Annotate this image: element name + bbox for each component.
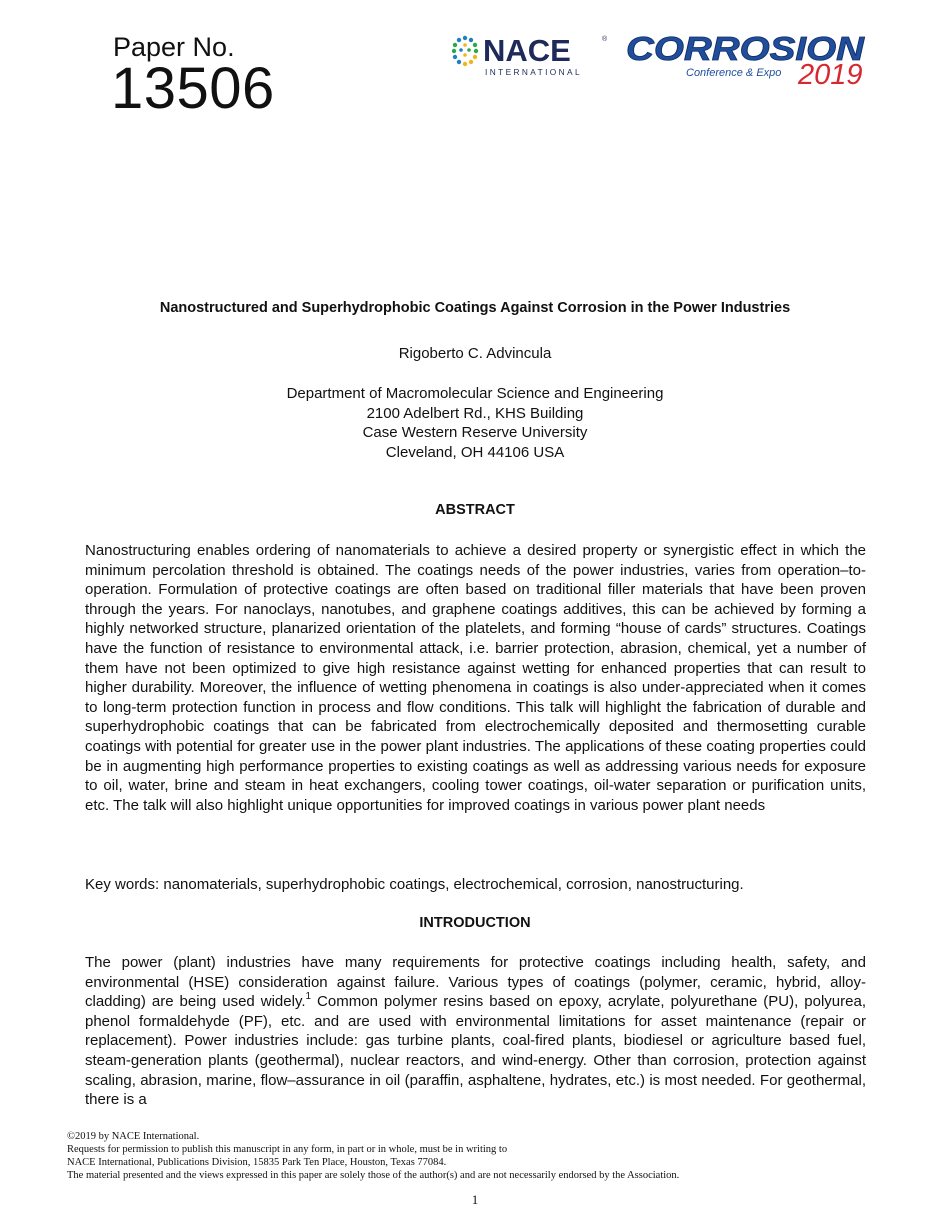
author-name: Rigoberto C. Advincula [398,345,552,362]
page-number: 1 [471,1192,479,1207]
svg-text:®: ® [602,36,608,43]
nace-logo [452,33,612,79]
footer-line: The material presented and the views expressed in this paper are solely those of the author(s) and are not necessarily endorsed by the Association. [67,1170,680,1181]
abstract-text: Nanostructuring enables ordering of nanomaterials to achieve a desired property or synergistic effect in which the minimum percolation threshold is obtained. The coatings needs of the power industries, varies from operation–to-operation. Formulation of protective coatings are often based on traditional filler materials that have been proven through the years. For nanoclays, nanotubes, and graphene coatings additives, this can be achieved by forming a highly networked structure, planarized orientation of the platelets, and forming “house of cards” structures. Coatings have the function of resistance to environmental attack, i.e. barrier protection, abrasion, chemical, yet a number of them have not been optimized to give high resistance against wetting for enhanced properties that can result to higher durability. Moreover, the influence of wetting phenomena in coatings is also under-appreciated when it comes to long-term protection function in process and flow conditions. This talk will highlight the fabrication of durable and superhydrophobic coatings that can be fabricated from electrochemically deposited and thermosetting curable coatings with potential for greater use in the power plant industries. The applications of these coating properties could be in augmenting high performance properties to existing coatings as well as addressing various needs for exposure to oil, water, brine and steam in heat exchangers, cooling tower coatings, oil-water separation or purification units, etc. The talk will also highlight unique opportunities for improved coatings in various power plant needs [85,542,866,814]
affiliation-line: Department of Macromolecular Science and Engineering [286,385,664,402]
nace-globe-icon [452,36,478,66]
corrosion-2019-logo [624,30,884,88]
introduction-heading: INTRODUCTION [419,915,531,931]
affiliation-line: Cleveland, OH 44106 USA [385,443,565,461]
footer-line: NACE International, Publications Division, 15835 Park Ten Place, Houston, Texas 77084. [67,1157,447,1168]
paper-number-label: Paper No. [113,32,235,62]
paper-title: Nanostructured and Superhydrophobic Coatings Against Corrosion in the Power Industries [159,300,791,316]
corrosion-wordmark: CORROSION [626,30,866,67]
paper-number: 13506 [111,56,275,121]
affiliation [0,384,950,462]
nace-wordmark: NACE [483,33,571,68]
affiliation-line: Case Western Reserve University [362,424,588,442]
keywords: Key words: nanomaterials, superhydrophobic coatings, electrochemical, corrosion, nanostructuring. [85,876,744,893]
conference-year: 2019 [798,59,863,88]
footer-line: ©2019 by NACE International. [67,1131,200,1142]
abstract-heading: ABSTRACT [435,502,515,518]
affiliation-line: 2100 Adelbert Rd., KHS Building [366,404,584,422]
reference-marker[interactable]: 1 [305,991,312,1003]
introduction-text: The power (plant) industries have many requirements for protective coatings including health, safety, and environmental (HSE) consideration against failure. Various types of coatings (polymer, ceramic, hybrid, alloy-cladding) are being used widely.$^1$ Common polymer resins based on epoxy, acrylate, polyurethane (PU), polyurea, phenol formaldehyde (PF), etc. and are used with environmental limitations for asset maintenance (repair or replacement). Power industries include: gas turbine plants, coal-fired plants, biodiesel or agriculture based fuel, steam-generation plants (geothermal), nuclear reactors, and wind-energy. Other than corrosion, protection against scaling, abrasion, marine, flow–assurance in oil (paraffin, asphaltene, hydrates, etc.) is most needed. For geothermal, there is a [85,954,866,1109]
conference-expo-label: Conference & Expo [686,67,782,79]
footer-line: Requests for permission to publish this manuscript in any form, in part or in whole, must be in writing to [67,1144,508,1155]
nace-subtitle: INTERNATIONAL [485,67,582,77]
copyright-footer [67,1130,679,1182]
